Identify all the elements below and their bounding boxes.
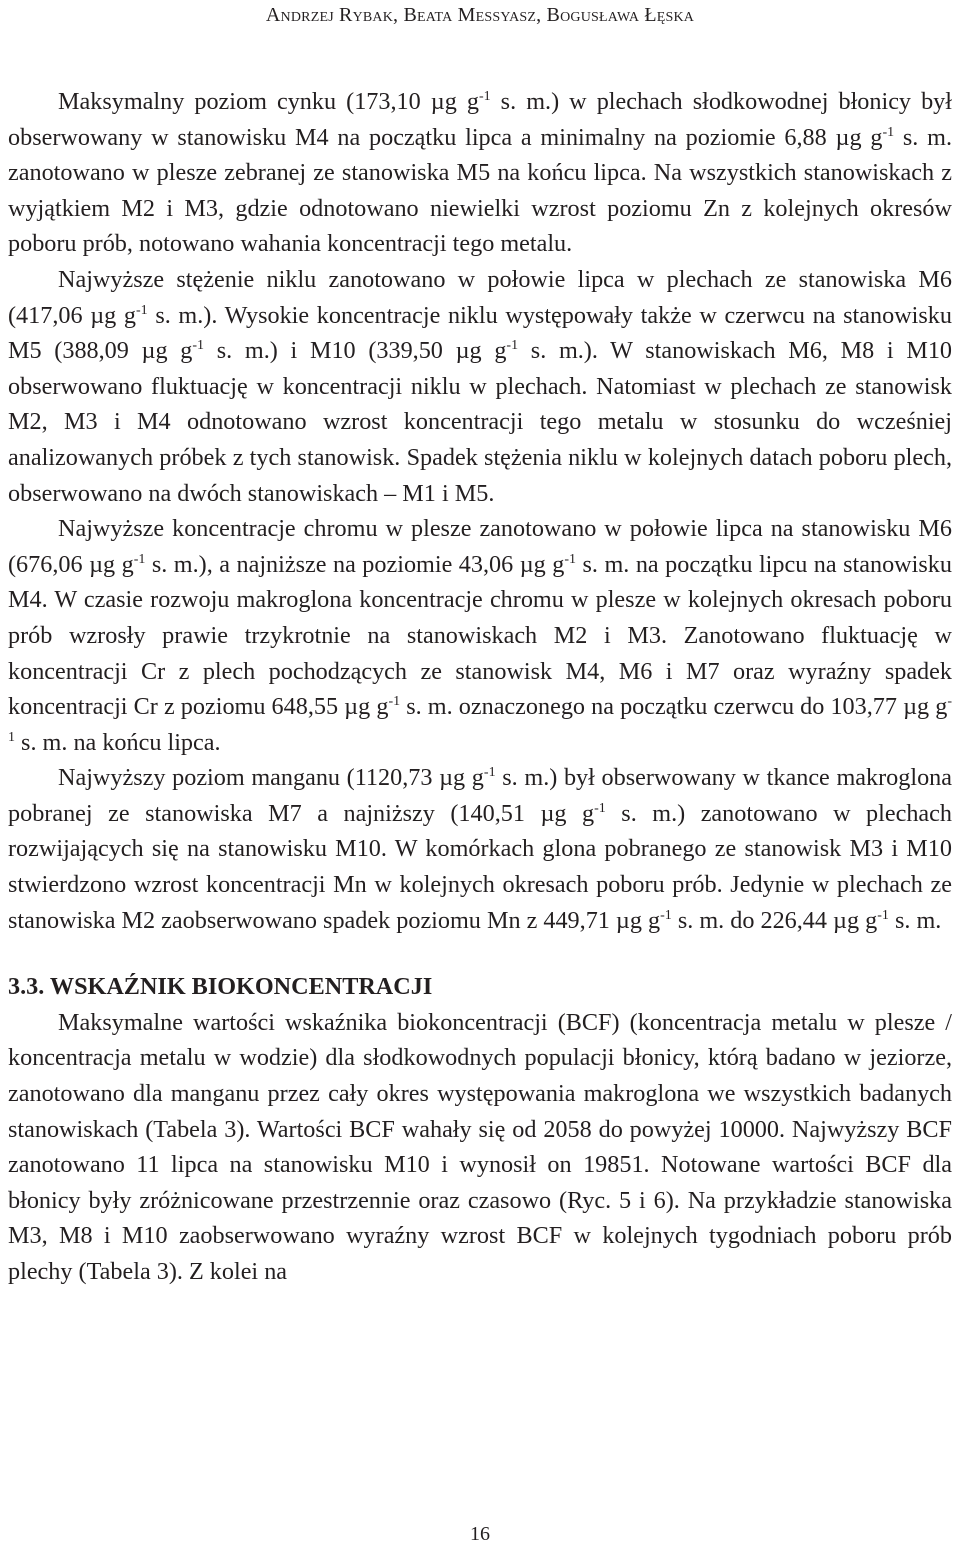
superscript-minus-one: -1: [8, 694, 953, 745]
paragraph-manganese: Najwyższy poziom manganu (1120,73 µg $g^{-1}$ s. m.) był obserwowany w tkance makroglona pobranej ze stanowiska M7 a najniższy (140,51 µg $g^{-1}$ s. m.) zanotowano w plechach rozwijających się na stanowisku M10. W komórkach glona pobranego ze stanowisk M3 i M10 stwierdzono wzrost koncentracji Mn w kolejnych okresach poboru prób. Jedynie w plechach ze stanowiska M2 zaobserwowano spadek poziomu Mn z 449,71 µg $g^{-1}$ s. m. do 226,44 µg $g^{-1}$ s. m.: [8, 764, 952, 934]
superscript-minus-one: -1: [882, 124, 895, 140]
paragraph-nickel: Najwyższe stężenie niklu zanotowano w połowie lipca w plechach ze stanowiska M6 (417,06 µg $g^{-1}$ s. m.). Wysokie koncentracje niklu występowały także w czerwcu na stanowisku M5 (388,09 µg $g^{-1}$ s. m.) i M10 (339,50 µg $g^{-1}$ s. m.). W stanowiskach M6, M8 i M10 obserwowano fluktuację w koncentracji niklu w plechach. Natomiast w plechach ze stanowisk M2, M3 i M4 odnotowano wzrost koncentracji tego metalu w stosunku do wcześniej analizowanych próbek z tych stanowisk. Spadek stężenia niklu w kolejnych datach poboru plech, obserwowano na dwóch stanowiskach – M1 i M5.: [8, 265, 953, 507]
superscript-minus-one: -1: [478, 89, 491, 104]
superscript-minus-one: -1: [594, 800, 606, 816]
running-header: Andrzej Rybak, Beata Messyasz, Bogusława Łęska: [265, 4, 695, 26]
paragraph-chromium: Najwyższe koncentracje chromu w plesze zanotowano w połowie lipca na stanowisku M6 (676,06 µg $g^{-1}$ s. m.), a najniższe na poziomie 43,06 µg $g^{-1}$ s. m. na początku lipcu na stanowisku M4. W czasie rozwoju makroglona koncentracje chromu w plesze w kolejnych okresach poboru prób wzrosły prawie trzykrotnie na stanowiskach M2 i M3. Zanotowano fluktuację w koncentracji Cr z plech pochodzących ze stanowisk M4, M6 i M7 oraz wyraźny spadek koncentracji Cr z poziomu 648,55 µg $g^{-1}$ s. m. oznaczonego na początku czerwcu do 103,77 µg $g^{-1}$ s. m. na końcu lipca.: [8, 515, 953, 756]
superscript-minus-one: -1: [660, 907, 672, 923]
superscript-minus-one: -1: [877, 907, 889, 923]
superscript-minus-one: -1: [192, 338, 205, 354]
superscript-minus-one: -1: [564, 551, 577, 567]
superscript-minus-one: -1: [483, 765, 496, 781]
section-heading: 3.3. WSKAŹNIK BIOKONCENTRACJI: [8, 973, 433, 1001]
paragraph-zinc: Maksymalny poziom cynku (173,10 µg $g^{-1}$ s. m.) w plechach słodkowodnej błonicy był obserwowany w stanowisku M4 na początku lipca a minimalny na poziomie 6,88 µg $g^{-1}$ s. m. zanotowano w plesze zebranej ze stanowiska M5 na końcu lipca. Na wszystkich stanowiskach z wyjątkiem M2 i M3, gdzie odnotowano niewielki wzrost poziomu Zn z kolejnych okresów poboru prób, notowano wahania koncentracji tego metalu.: [8, 88, 953, 258]
superscript-minus-one: -1: [136, 302, 148, 318]
superscript-minus-one: -1: [506, 338, 519, 354]
paragraph-bcf: Maksymalne wartości wskaźnika biokoncentracji (BCF) (koncentracja metalu w plesze / koncentracja metalu w wodzie) dla słodkowodnych populacji błonicy, którą badano w jeziorze, zanotowano dla manganu przez cały okres występowania makroglona we wszystkich badanych stanowiskach (Tabela 3). Wartości BCF wahały się od 2058 do powyżej 10000. Najwyższy BCF zanotowano 11 lipca na stanowisku M10 i wynosił on 19851. Notowane wartości BCF dla błonicy były zróżnicowane przestrzennie oraz czasowo (Ryc. 5 i 6). Na przykładzie stanowiska M3, M8 i M10 zaobserwowano wyraźny wzrost BCF w kolejnych tygodniach poboru prób plechy (Tabela 3). Z kolei na: [8, 1008, 952, 1285]
section-gap: [8, 938, 952, 969]
superscript-minus-one: -1: [388, 694, 401, 710]
page-number: 16: [470, 1523, 490, 1545]
body-text: [8, 84, 952, 1290]
superscript-minus-one: -1: [133, 551, 146, 567]
